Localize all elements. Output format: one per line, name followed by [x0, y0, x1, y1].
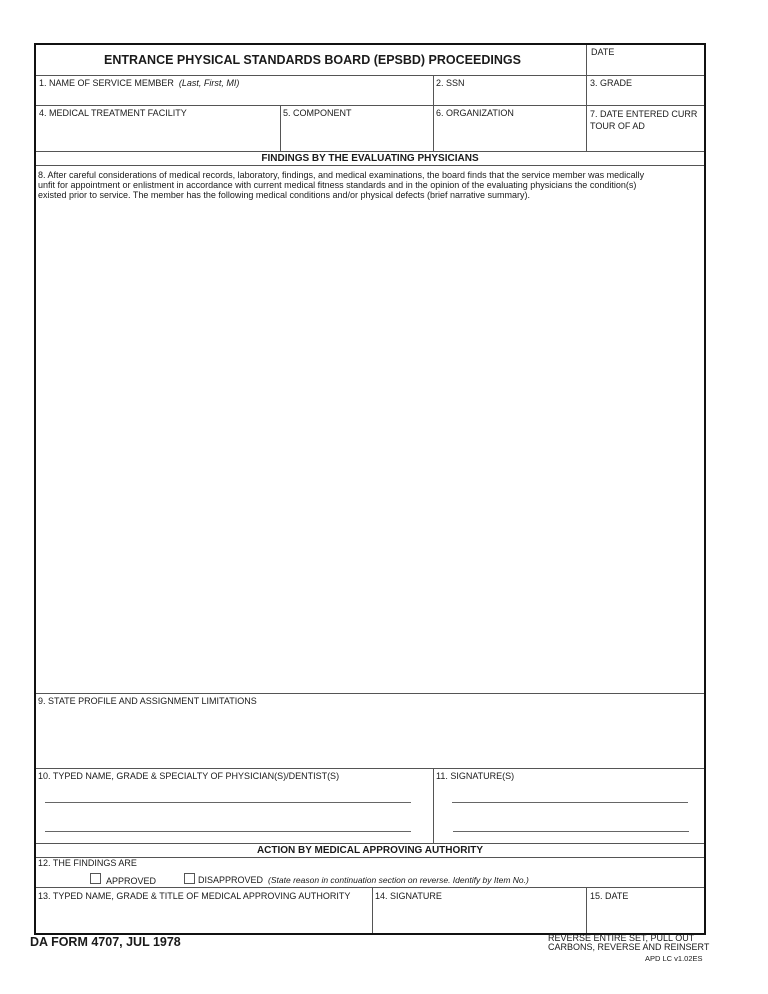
disapproved-note: (State reason in continuation section on reverse. Identify by Item No.) [268, 875, 529, 885]
form-title: ENTRANCE PHYSICAL STANDARDS BOARD (EPSBD) PROCEEDINGS [104, 53, 521, 67]
signature-line-2[interactable] [453, 831, 689, 832]
ssn-input[interactable] [436, 91, 588, 106]
item9-input[interactable] [39, 710, 703, 768]
physician-name-input-1[interactable] [45, 785, 414, 803]
disapproved-checkbox[interactable] [184, 873, 195, 884]
organization-label: 6. ORGANIZATION [436, 108, 514, 118]
approving-signature-area[interactable] [375, 905, 583, 931]
divider [36, 165, 704, 166]
item11-label: 11. SIGNATURE(S) [436, 771, 515, 781]
divider [36, 75, 704, 76]
action-header: ACTION BY MEDICAL APPROVING AUTHORITY [256, 845, 484, 856]
divider [372, 887, 373, 933]
physician-line-2 [45, 831, 411, 832]
findings-header: FINDINGS BY THE EVALUATING PHYSICIANS [261, 153, 479, 164]
divider [280, 105, 281, 151]
divider [36, 151, 704, 152]
item15-label: 15. DATE [590, 891, 629, 901]
organization-input[interactable] [436, 123, 586, 147]
divider [36, 693, 704, 694]
approved-label: APPROVED [106, 876, 157, 886]
form-version: APD LC v1.02ES [645, 954, 703, 963]
item10-label: 10. TYPED NAME, GRADE & SPECIALTY OF PHYSICIAN(S)/DENTIST(S) [38, 771, 340, 781]
grade-label: 3. GRADE [590, 78, 633, 88]
reverse-instructions: REVERSE ENTIRE SET, PULL OUT CARBONS, REVERSE AND REINSERT [548, 933, 710, 952]
divider [36, 843, 704, 844]
name-input[interactable] [39, 91, 433, 106]
form-id: DA FORM 4707, JUL 1978 [30, 935, 181, 949]
divider [586, 887, 587, 933]
item13-label: 13. TYPED NAME, GRADE & TITLE OF MEDICAL APPROVING AUTHORITY [38, 891, 351, 901]
item14-label: 14. SIGNATURE [375, 891, 442, 901]
divider [586, 45, 587, 75]
item9-label: 9. STATE PROFILE AND ASSIGNMENT LIMITATIONS [38, 696, 257, 706]
approving-authority-input[interactable] [39, 907, 369, 929]
date-entered-label: 7. DATE ENTERED CURR TOUR OF AD [590, 109, 698, 131]
name-label: 1. NAME OF SERVICE MEMBER (Last, First, MI) [39, 78, 240, 88]
ssn-label: 2. SSN [436, 78, 465, 88]
divider [433, 75, 434, 151]
divider [36, 105, 704, 106]
item12-label: 12. THE FINDINGS ARE [38, 858, 137, 868]
epsbd-form [34, 43, 706, 935]
grade-input[interactable] [590, 91, 704, 106]
component-input[interactable] [283, 123, 433, 147]
item15-date-input[interactable] [590, 907, 704, 929]
approved-checkbox[interactable] [90, 873, 101, 884]
date-entered-input[interactable] [590, 133, 704, 149]
item8-narrative-input[interactable] [39, 205, 703, 693]
physician-line-1 [45, 802, 411, 803]
item8-text: 8. After careful considerations of medical records, laboratory, findings, and medical examinations, the board finds that the service member was medically unfit for appointment or enlistment in accordance with current medical fitness standards and in the opinion of the evaluating physicians the condition(s) existed prior to service. The member has the following medical conditions and/or physical defects (brief narrative summary). [38, 170, 645, 200]
component-label: 5. COMPONENT [283, 108, 352, 118]
signature-line-1[interactable] [452, 802, 688, 803]
physician-name-input-2[interactable] [45, 814, 414, 832]
disapproved-label: DISAPPROVED (State reason in continuation section on reverse. Identify by Item No.) [198, 875, 529, 885]
facility-input[interactable] [39, 123, 279, 147]
name-hint: (Last, First, MI) [178, 78, 240, 88]
divider [586, 75, 587, 151]
divider [36, 768, 704, 769]
date-label: DATE [591, 47, 615, 57]
divider [433, 768, 434, 843]
facility-label: 4. MEDICAL TREATMENT FACILITY [39, 108, 187, 118]
divider [36, 887, 704, 888]
date-input[interactable] [589, 59, 705, 75]
